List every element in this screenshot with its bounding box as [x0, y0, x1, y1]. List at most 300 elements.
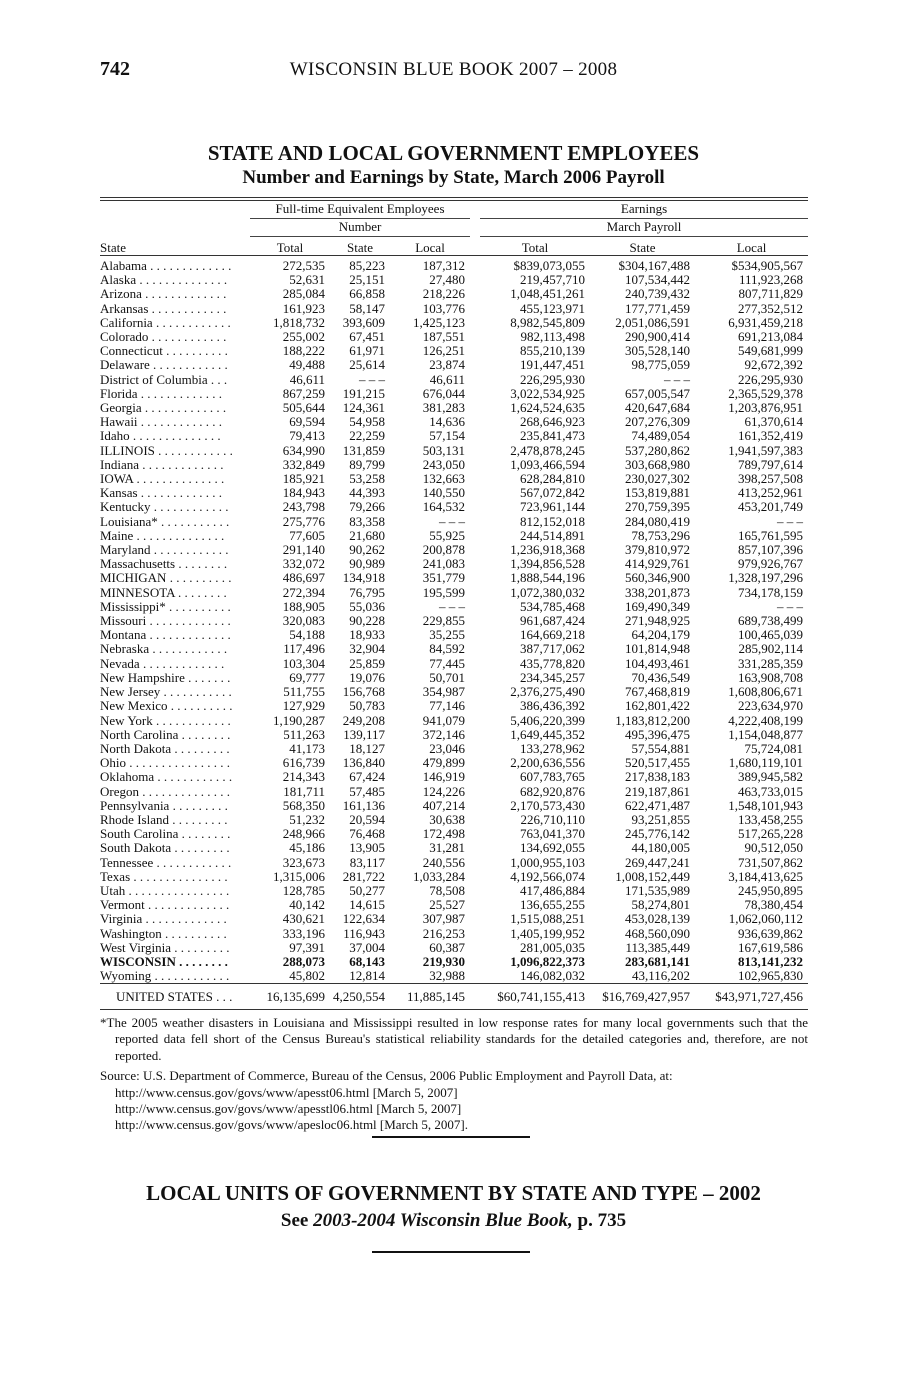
table-cell: 162,801,422	[625, 699, 691, 714]
table-cell: 240,739,432	[625, 287, 691, 302]
table-cell: 372,146	[422, 727, 466, 742]
table-cell: 67,424	[349, 770, 385, 785]
state-name-cell: South Carolina . . . . . . . .	[100, 827, 231, 842]
table-cell: 734,178,159	[738, 585, 804, 600]
table-cell: 1,096,822,373	[510, 954, 586, 969]
table-cell: 941,079	[422, 713, 466, 728]
table-cell: 84,592	[429, 642, 466, 657]
state-name-cell: Alabama . . . . . . . . . . . . .	[100, 258, 232, 273]
table-cell: 44,180,005	[631, 841, 691, 856]
table-cell: 979,926,767	[738, 557, 804, 572]
table-cell: 235,841,473	[520, 429, 586, 444]
table-cell: 90,989	[349, 557, 385, 572]
table-cell: 77,146	[429, 699, 466, 714]
table-row	[100, 628, 808, 642]
table-cell: 413,252,961	[738, 486, 804, 501]
table-cell: 307,987	[422, 912, 466, 927]
table-cell: 1,190,287	[273, 713, 325, 728]
table-cell: 857,107,396	[738, 543, 804, 558]
table-cell: 463,733,015	[738, 784, 804, 799]
table-cell: 622,471,487	[625, 798, 691, 813]
table-cell: 393,609	[342, 315, 385, 330]
table-cell: 153,819,881	[625, 486, 691, 501]
state-name-cell: Kentucky . . . . . . . . . . . .	[100, 500, 229, 515]
table-cell: 379,810,972	[625, 543, 691, 558]
table-cell: 281,722	[342, 869, 385, 884]
table-cell: 27,480	[429, 273, 466, 288]
table-cell: 3,184,413,625	[728, 869, 804, 884]
table-cell: 417,486,884	[520, 883, 586, 898]
table-cell: 165,761,595	[738, 528, 804, 543]
column-gap	[470, 941, 480, 955]
table-cell: 103,304	[282, 656, 325, 671]
table-cell: 511,755	[283, 685, 325, 700]
table-cell: 14,636	[429, 415, 466, 430]
table-cell: 4,250,554	[333, 989, 385, 1005]
table-cell: 226,710,110	[520, 812, 586, 827]
table-cell: 277,352,512	[738, 301, 804, 316]
column-header: State	[629, 239, 656, 255]
state-name-cell: District of Columbia . . .	[100, 372, 228, 387]
state-name-cell: Maryland . . . . . . . . . . . .	[100, 543, 229, 558]
table-cell: 217,838,183	[625, 770, 691, 785]
table-cell: 1,048,451,261	[510, 287, 586, 302]
table-cell: – – –	[439, 599, 466, 614]
table-cell: – – –	[359, 372, 385, 387]
table-cell: 495,396,475	[625, 727, 691, 742]
table-cell: 234,345,257	[520, 670, 586, 685]
table-cell: – – –	[777, 599, 804, 614]
table-cell: 219,930	[422, 954, 466, 969]
table-cell: 1,000,955,103	[510, 855, 586, 870]
page-number: 742	[100, 58, 130, 80]
column-gap	[470, 472, 480, 486]
table-cell: 93,251,855	[631, 812, 691, 827]
table-cell: 331,285,359	[738, 656, 804, 671]
employees-table	[100, 201, 808, 1010]
state-name-cell: Massachusetts . . . . . . . .	[100, 557, 228, 572]
table-cell: $16,769,427,957	[602, 989, 691, 1005]
table-cell: 3,022,534,925	[510, 386, 586, 401]
column-gap	[470, 273, 480, 287]
table-cell: 1,394,856,528	[510, 557, 586, 572]
table-cell: 40,142	[289, 898, 325, 913]
table-cell: 207,276,309	[625, 415, 691, 430]
table-title-block	[100, 140, 807, 190]
table-title: STATE AND LOCAL GOVERNMENT EMPLOYEES	[207, 141, 700, 165]
table-cell: 30,638	[429, 812, 466, 827]
table-cell: 503,131	[422, 443, 466, 458]
column-header: State	[100, 239, 126, 255]
table-cell: 58,274,801	[631, 898, 691, 913]
table-cell: 23,046	[429, 741, 466, 756]
table-cell: 275,776	[282, 514, 325, 529]
column-gap	[470, 785, 480, 799]
table-cell: 269,447,241	[625, 855, 691, 870]
table-cell: 249,208	[342, 713, 385, 728]
table-row	[100, 529, 808, 543]
table-cell: 272,394	[282, 585, 325, 600]
column-gap	[470, 344, 480, 358]
table-cell: 53,258	[349, 472, 385, 487]
table-cell: 763,041,370	[520, 827, 586, 842]
column-gap	[470, 671, 480, 685]
table-cell: 68,143	[349, 954, 385, 969]
table-cell: 35,255	[429, 628, 466, 643]
table-cell: 4,192,566,074	[510, 869, 586, 884]
table-row	[100, 841, 808, 855]
table-cell: 5,406,220,399	[510, 713, 586, 728]
table-row	[100, 458, 808, 472]
table-cell: 303,668,980	[625, 457, 691, 472]
column-gap	[470, 657, 480, 671]
table-cell: 219,457,710	[520, 273, 586, 288]
column-gap	[470, 756, 480, 770]
table-cell: 181,711	[283, 784, 325, 799]
column-header: Total	[276, 239, 304, 255]
table-cell: 1,008,152,449	[615, 869, 691, 884]
table-cell: 177,771,459	[625, 301, 691, 316]
table-cell: 567,072,842	[520, 486, 586, 501]
state-name-cell: Texas . . . . . . . . . . . . . . .	[100, 869, 228, 884]
table-cell: 1,888,544,196	[510, 571, 586, 586]
table-cell: 139,117	[343, 727, 385, 742]
column-gap	[470, 444, 480, 458]
table-cell: 134,692,055	[520, 841, 586, 856]
state-name-cell: North Carolina . . . . . . . .	[100, 727, 231, 742]
table-cell: 1,154,048,877	[728, 727, 804, 742]
table-row	[100, 671, 808, 685]
table-cell: 55,925	[429, 528, 466, 543]
table-cell: 57,485	[349, 784, 385, 799]
table-cell: 12,814	[349, 969, 385, 984]
table-row	[100, 657, 808, 671]
table-cell: 31,281	[429, 841, 466, 856]
table-cell: 69,594	[289, 415, 325, 430]
table-cell: 271,948,925	[625, 614, 691, 629]
column-header: Total	[521, 239, 549, 255]
table-cell: 64,204,179	[631, 628, 691, 643]
table-cell: 191,447,451	[520, 358, 586, 373]
table-cell: 511,263	[283, 727, 325, 742]
table-cell: 1,624,524,635	[510, 401, 586, 416]
state-name-cell: Utah . . . . . . . . . . . . . . . .	[100, 883, 230, 898]
table-cell: 164,532	[422, 500, 466, 515]
column-gap	[470, 515, 480, 529]
table-cell: 188,222	[282, 344, 325, 359]
state-name-cell: Florida . . . . . . . . . . . . .	[100, 386, 223, 401]
table-cell: 1,608,806,671	[728, 685, 804, 700]
table-cell: 1,093,466,594	[510, 457, 586, 472]
table-cell: 6,931,459,218	[728, 315, 804, 330]
table-cell: 807,711,829	[738, 287, 804, 302]
table-row	[100, 856, 808, 870]
table-row	[100, 898, 808, 912]
column-header: Local	[415, 239, 445, 255]
table-cell: 146,082,032	[520, 969, 586, 984]
state-name-cell: Hawaii . . . . . . . . . . . . .	[100, 415, 223, 430]
table-cell: 92,672,392	[744, 358, 804, 373]
table-cell: 25,151	[349, 273, 385, 288]
column-gap	[470, 529, 480, 543]
column-gap	[470, 813, 480, 827]
table-cell: 281,005,035	[520, 940, 586, 955]
table-cell: 723,961,144	[520, 500, 586, 515]
column-gap	[470, 614, 480, 628]
table-row	[100, 429, 808, 443]
table-cell: 767,468,819	[625, 685, 691, 700]
see-also-title: LOCAL UNITS OF GOVERNMENT BY STATE AND TYPE – 2002	[146, 1181, 761, 1205]
header-earnings: Earnings	[480, 201, 808, 219]
table-cell: 111,923,268	[738, 273, 804, 288]
header-march-payroll: March Payroll	[480, 219, 808, 237]
table-cell: 1,818,732	[273, 315, 325, 330]
state-name-cell: Louisiana* . . . . . . . . . . .	[100, 514, 230, 529]
table-row	[100, 287, 808, 301]
table-cell: 76,795	[349, 585, 385, 600]
table-cell: 89,799	[349, 457, 385, 472]
column-gap	[470, 330, 480, 344]
table-cell: 333,196	[282, 926, 325, 941]
table-cell: 78,753,296	[631, 528, 691, 543]
column-gap	[470, 302, 480, 316]
column-gap	[470, 742, 480, 756]
column-gap	[470, 856, 480, 870]
table-cell: 161,923	[282, 301, 325, 316]
table-cell: 54,188	[289, 628, 325, 643]
table-cell: 25,614	[349, 358, 385, 373]
column-gap	[470, 898, 480, 912]
table-cell: 229,855	[422, 614, 466, 629]
table-cell: 25,859	[349, 656, 385, 671]
table-cell: 1,315,006	[273, 869, 325, 884]
column-gap	[470, 728, 480, 742]
column-gap	[470, 770, 480, 784]
column-gap	[470, 642, 480, 656]
table-cell: 122,634	[342, 912, 385, 927]
table-cell: 226,295,930	[520, 372, 586, 387]
table-cell: 58,147	[349, 301, 385, 316]
table-cell: 520,517,455	[625, 756, 691, 771]
table-cell: 46,611	[289, 372, 325, 387]
table-cell: 243,050	[422, 457, 466, 472]
table-cell: 305,528,140	[625, 344, 691, 359]
state-name-cell: Georgia . . . . . . . . . . . . .	[100, 401, 227, 416]
table-cell: 270,759,395	[625, 500, 691, 515]
table-cell: 200,878	[422, 543, 466, 558]
state-name-cell: New Jersey . . . . . . . . . . .	[100, 685, 232, 700]
table-cell: 214,343	[282, 770, 325, 785]
table-cell: 244,514,891	[520, 528, 586, 543]
table-cell: 51,232	[289, 812, 325, 827]
table-cell: 20,594	[349, 812, 385, 827]
state-name-cell: New Mexico . . . . . . . . . .	[100, 699, 233, 714]
table-cell: 50,783	[349, 699, 385, 714]
state-name-cell: Kansas . . . . . . . . . . . . .	[100, 486, 223, 501]
table-cell: 163,908,708	[738, 670, 804, 685]
table-cell: 534,785,468	[520, 599, 586, 614]
table-cell: 50,701	[429, 670, 466, 685]
table-row	[100, 699, 808, 713]
table-row	[100, 387, 808, 401]
table-cell: 284,080,419	[625, 514, 691, 529]
table-row	[100, 756, 808, 770]
table-cell: 982,113,498	[520, 330, 586, 345]
see-also-reference	[60, 1207, 847, 1234]
table-row	[100, 316, 808, 330]
column-gap	[470, 841, 480, 855]
state-name-cell: Connecticut . . . . . . . . . .	[100, 344, 228, 359]
table-cell: 430,621	[282, 912, 325, 927]
table-row	[100, 770, 808, 784]
state-name-cell: MICHIGAN . . . . . . . . . .	[100, 571, 232, 586]
state-name-cell: ILLINOIS . . . . . . . . . . . .	[100, 443, 233, 458]
table-cell: 60,387	[429, 940, 466, 955]
state-name-cell: Alaska . . . . . . . . . . . . . .	[100, 273, 228, 288]
table-cell: 132,663	[422, 472, 466, 487]
table-cell: 285,902,114	[738, 642, 804, 657]
table-cell: 14,615	[349, 898, 385, 913]
table-row	[100, 256, 808, 274]
table-row	[100, 827, 808, 841]
table-row	[100, 912, 808, 926]
state-name-cell: South Dakota . . . . . . . . .	[100, 841, 230, 856]
state-name-cell: Maine . . . . . . . . . . . . . .	[100, 528, 225, 543]
column-gap	[470, 927, 480, 941]
table-row	[100, 813, 808, 827]
book-title: 2003-2004 Wisconsin Blue Book,	[313, 1210, 573, 1231]
table-cell: 113,385,449	[625, 940, 691, 955]
table-subtitle: Number and Earnings by State, March 2006 Payroll	[242, 167, 665, 188]
table-cell: 1,203,876,951	[728, 401, 804, 416]
table-row	[100, 401, 808, 415]
table-cell: 16,135,699	[266, 989, 325, 1005]
table-row	[100, 472, 808, 486]
table-cell: 1,062,060,112	[728, 912, 804, 927]
section-divider	[372, 1136, 530, 1138]
table-cell: 43,116,202	[632, 969, 691, 984]
table-cell: 291,140	[282, 543, 325, 558]
publication-title: WISCONSIN BLUE BOOK 2007 – 2008	[289, 59, 618, 80]
table-cell: 486,697	[282, 571, 325, 586]
table-cell: UNITED STATES . . .	[116, 989, 233, 1005]
table-cell: 2,170,573,430	[510, 798, 586, 813]
column-gap	[470, 685, 480, 699]
table-cell: 187,312	[422, 258, 466, 273]
table-cell: 45,186	[289, 841, 325, 856]
state-name-cell: IOWA . . . . . . . . . . . . . .	[100, 472, 225, 487]
table-cell: 812,152,018	[520, 514, 586, 529]
table-row	[100, 273, 808, 287]
table-cell: 453,201,749	[738, 500, 804, 515]
header-employees: Full-time Equivalent Employees	[250, 201, 470, 219]
table-cell: 185,921	[282, 472, 325, 487]
state-name-cell: Rhode Island . . . . . . . . .	[100, 812, 228, 827]
table-cell: – – –	[439, 514, 466, 529]
table-cell: 813,141,232	[738, 954, 804, 969]
table-row	[100, 302, 808, 316]
table-cell: 77,445	[429, 656, 466, 671]
table-cell: 46,611	[429, 372, 466, 387]
table-cell: 78,508	[429, 883, 466, 898]
table-cell: 1,183,812,200	[615, 713, 691, 728]
table-cell: 100,465,039	[738, 628, 804, 643]
table-cell: 290,900,414	[625, 330, 691, 345]
table-cell: 90,228	[349, 614, 385, 629]
table-cell: 689,738,499	[738, 614, 804, 629]
column-gap	[470, 458, 480, 472]
table-cell: 161,352,419	[738, 429, 804, 444]
table-cell: 936,639,862	[738, 926, 804, 941]
table-cell: 13,905	[349, 841, 385, 856]
table-cell: 102,965,830	[738, 969, 804, 984]
state-name-cell: Arkansas . . . . . . . . . . . .	[100, 301, 227, 316]
table-row	[100, 373, 808, 387]
table-cell: 1,236,918,368	[510, 543, 586, 558]
table-cell: 61,971	[349, 344, 385, 359]
table-cell: 453,028,139	[625, 912, 691, 927]
column-gap	[470, 387, 480, 401]
table-cell: 45,802	[289, 969, 325, 984]
state-name-cell: New York . . . . . . . . . . . .	[100, 713, 231, 728]
table-cell: 616,739	[282, 756, 325, 771]
table-cell: 1,680,119,101	[728, 756, 804, 771]
table-row	[100, 870, 808, 884]
table-cell: 61,370,614	[744, 415, 804, 430]
table-cell: 136,840	[342, 756, 385, 771]
table-cell: 171,535,989	[625, 883, 691, 898]
state-name-cell: Arizona . . . . . . . . . . . . .	[100, 287, 227, 302]
table-cell: 1,328,197,296	[728, 571, 804, 586]
table-cell: 83,117	[349, 855, 385, 870]
state-name-cell: New Hampshire . . . . . . .	[100, 670, 231, 685]
table-cell: 128,785	[282, 883, 325, 898]
table-cell: 354,987	[422, 685, 466, 700]
table-cell: 338,201,873	[625, 585, 691, 600]
table-cell: 389,945,582	[738, 770, 804, 785]
column-gap	[470, 373, 480, 387]
table-cell: 1,072,380,032	[510, 585, 586, 600]
table-cell: 268,646,923	[520, 415, 586, 430]
table-cell: 25,527	[429, 898, 466, 913]
table-cell: 435,778,820	[520, 656, 586, 671]
section-divider	[372, 1251, 530, 1253]
table-cell: 332,072	[282, 557, 325, 572]
source-url: http://www.census.gov/govs/www/apesloc06.html [March 5, 2007].	[115, 1117, 468, 1133]
table-cell: 18,933	[349, 628, 385, 643]
table-cell: 74,489,054	[631, 429, 691, 444]
table-cell: 191,215	[342, 386, 385, 401]
state-name-cell: Washington . . . . . . . . . .	[100, 926, 227, 941]
state-name-cell: North Dakota . . . . . . . . .	[100, 741, 230, 756]
see-prefix: See	[280, 1210, 314, 1231]
table-cell: 386,436,392	[520, 699, 586, 714]
table-cell: 323,673	[282, 855, 325, 870]
table-cell: 1,405,199,952	[510, 926, 586, 941]
table-cell: 628,284,810	[520, 472, 586, 487]
state-name-cell: Oklahoma . . . . . . . . . . . .	[100, 770, 233, 785]
table-cell: 23,874	[429, 358, 466, 373]
table-cell: 2,051,086,591	[615, 315, 691, 330]
table-cell: 156,768	[342, 685, 385, 700]
table-cell: 230,027,302	[625, 472, 691, 487]
table-cell: 57,554,881	[631, 741, 691, 756]
table-cell: 414,929,761	[625, 557, 691, 572]
table-cell: 8,982,545,809	[510, 315, 586, 330]
table-cell: 32,988	[429, 969, 466, 984]
table-cell: 50,277	[349, 883, 385, 898]
table-row	[100, 714, 808, 728]
